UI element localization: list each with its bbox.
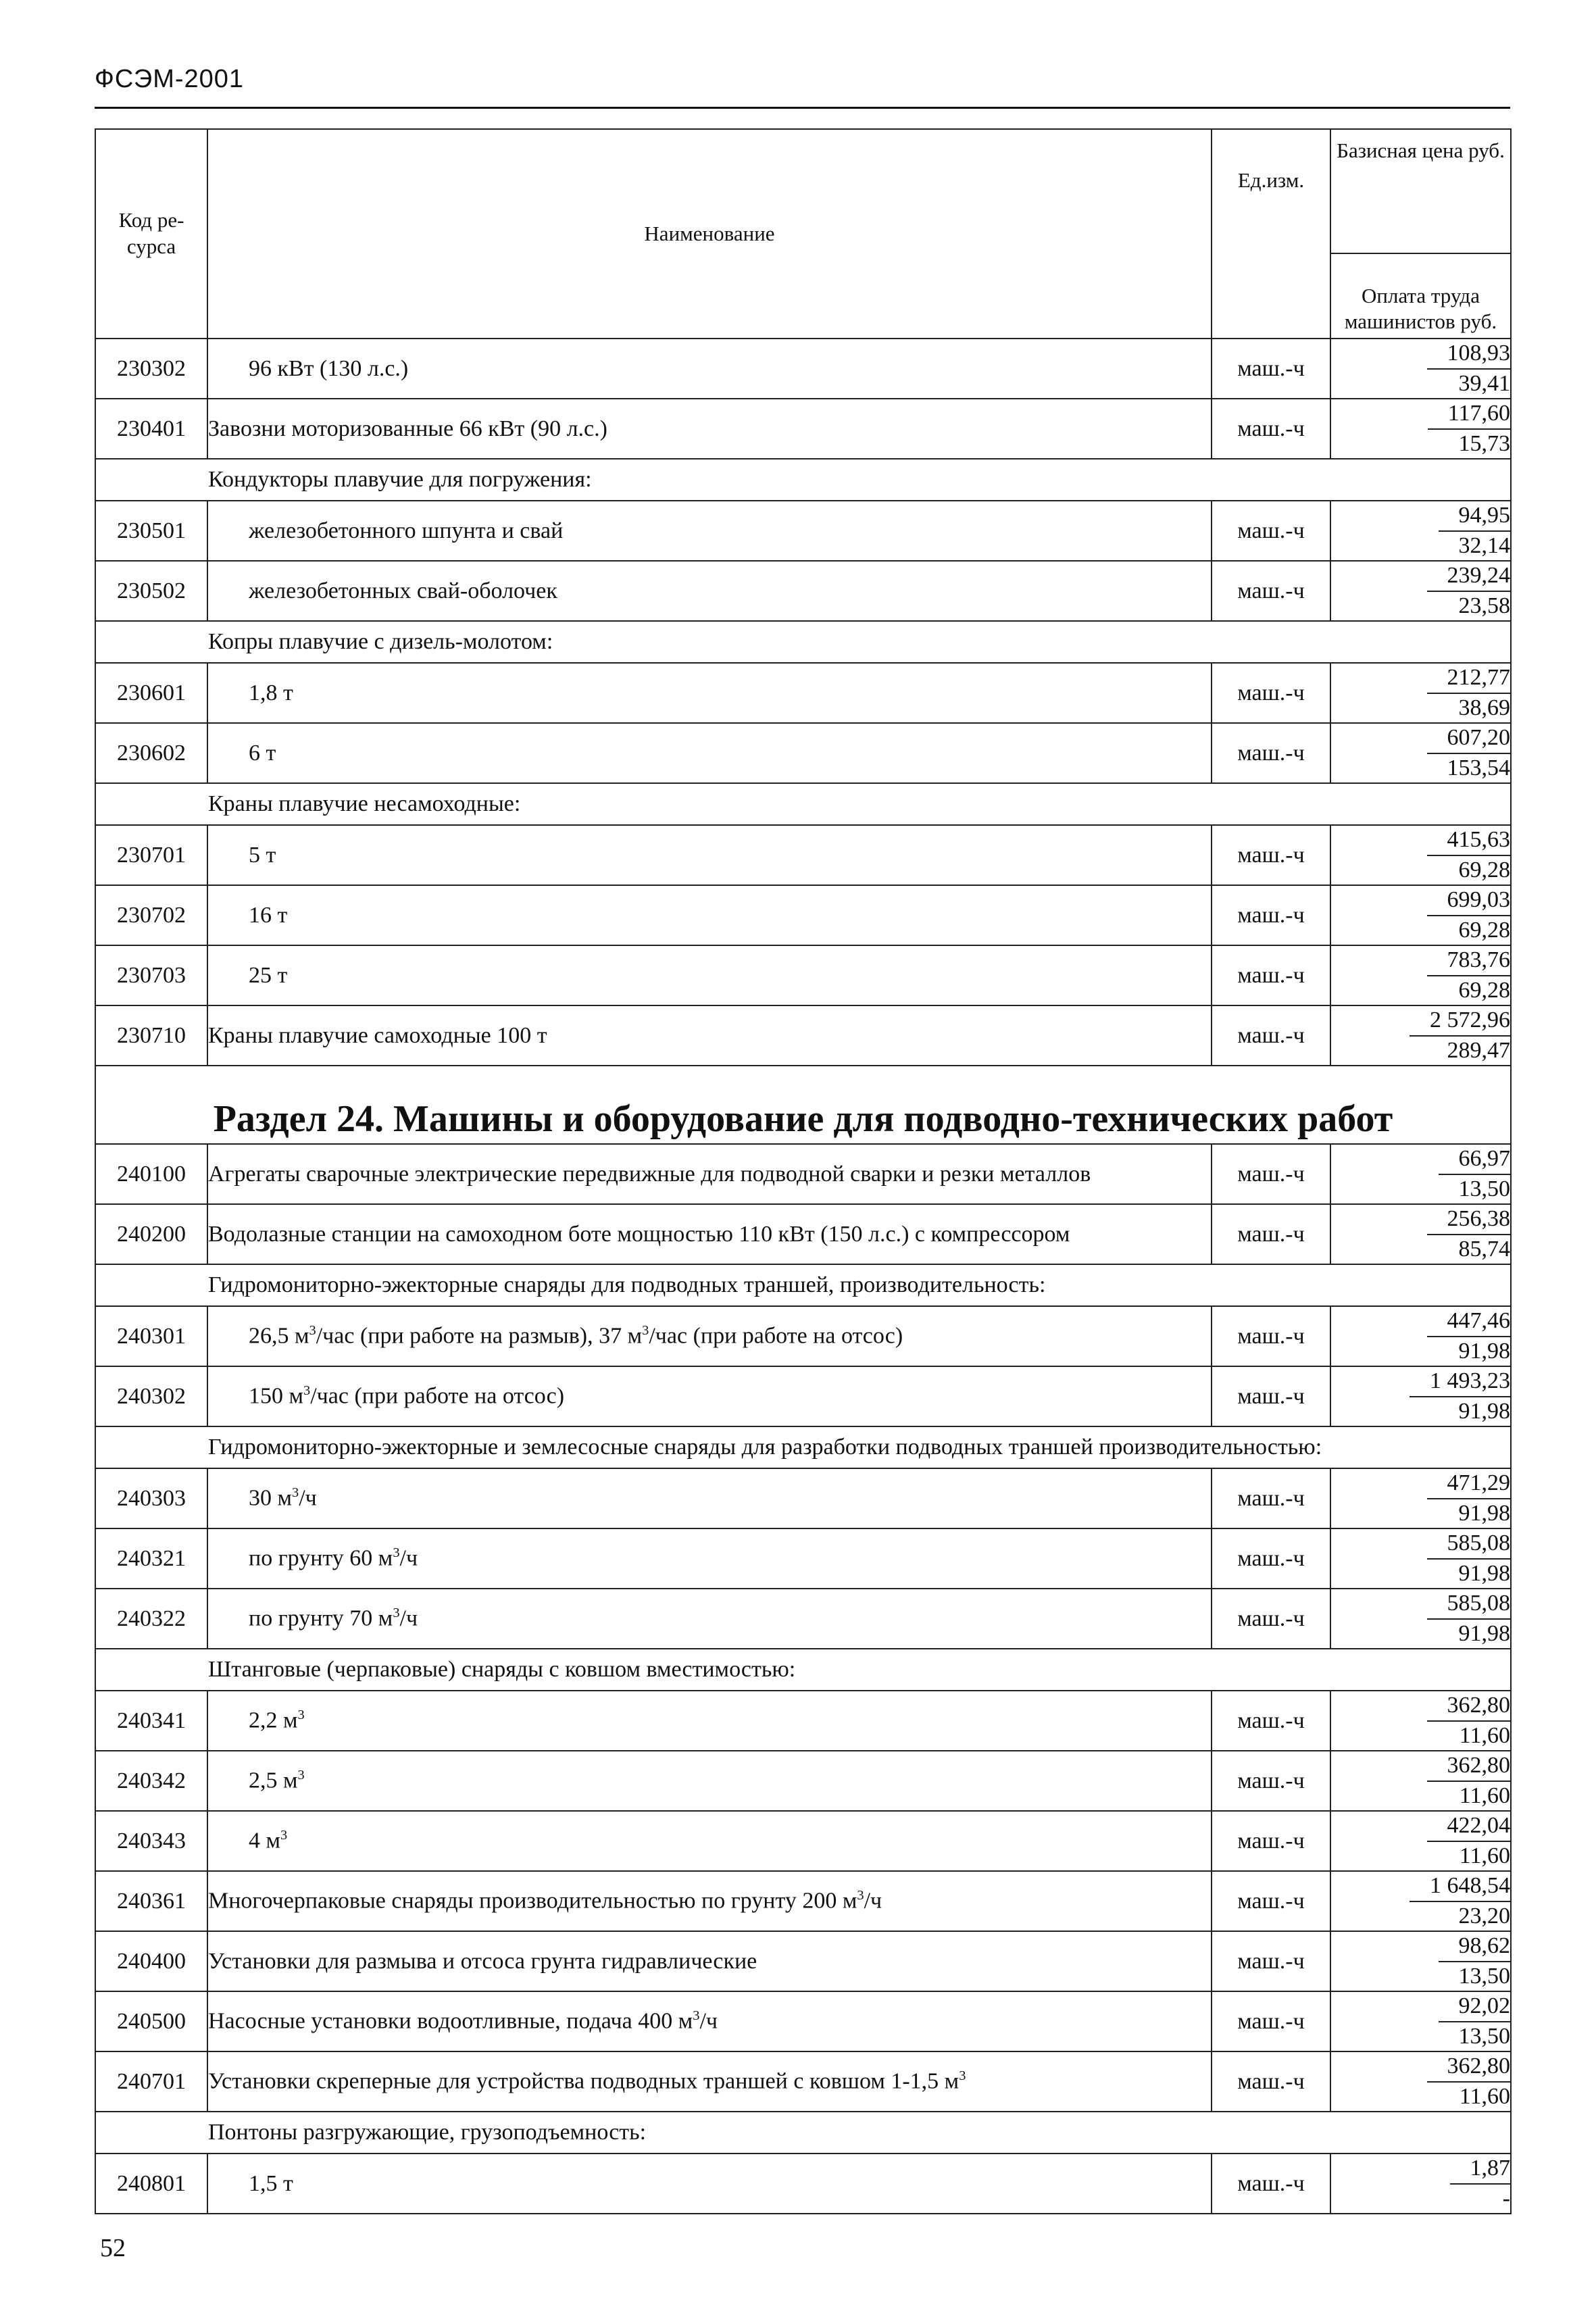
table-row <box>95 2051 1511 2112</box>
resource-name: 26,5 $м^3$/час (при работе на размыв), 37 $м^3$/час (при работе на отсос) <box>207 1306 1212 1366</box>
unit-of-measure: маш.-ч <box>1212 1871 1330 1931</box>
operator-wage: 11,60 <box>1459 1783 1510 1808</box>
table-row <box>95 825 1511 885</box>
table-header-row <box>95 129 1511 253</box>
resource-name: по грунту 60 $м^3/ч$ <box>207 1528 1212 1589</box>
price-cell <box>1330 1306 1511 1366</box>
resource-code: 240200 <box>95 1204 207 1264</box>
unit-of-measure: маш.-ч <box>1212 1528 1330 1589</box>
price-cell <box>1330 501 1511 561</box>
operator-wage: 91,98 <box>1458 1398 1510 1424</box>
price-cell <box>1330 1204 1511 1264</box>
price-cell <box>1330 339 1511 399</box>
resource-name: Завозни моторизованные 66 кВт (90 л.с.) <box>207 399 1212 459</box>
operator-wage: 38,69 <box>1458 695 1510 720</box>
operator-wage: 289,47 <box>1447 1037 1510 1063</box>
unit-of-measure: маш.-ч <box>1212 1751 1330 1811</box>
price-cell <box>1330 945 1511 1005</box>
unit-of-measure: маш.-ч <box>1212 1589 1330 1649</box>
table-row <box>95 2154 1511 2214</box>
resource-name: 1,5 т <box>207 2154 1212 2214</box>
resource-code: 230601 <box>95 663 207 723</box>
group-heading-row <box>95 621 1511 663</box>
resource-name: Водолазные станции на самоходном боте мощностью 110 кВт (150 л.с.) с компрессором <box>207 1204 1212 1264</box>
operator-wage: 11,60 <box>1459 2083 1510 2109</box>
unit-of-measure: маш.-ч <box>1212 1691 1330 1751</box>
group-heading-row <box>95 1426 1511 1468</box>
group-heading: Штанговые (черпаковые) снаряды с ковшом вместимостью: <box>95 1649 1511 1691</box>
operator-wage: 39,41 <box>1458 370 1510 396</box>
unit-of-measure: маш.-ч <box>1212 1005 1330 1066</box>
resource-code: 230703 <box>95 945 207 1005</box>
table-row <box>95 885 1511 945</box>
resource-code: 230701 <box>95 825 207 885</box>
price-cell <box>1330 825 1511 885</box>
price-cell <box>1330 1871 1511 1931</box>
resource-code: 230602 <box>95 723 207 783</box>
operator-wage: 11,60 <box>1459 1843 1510 1868</box>
resource-name: Насосные установки водоотливные, подача 400 $м^3/ч$ <box>207 1991 1212 2051</box>
table-row <box>95 1589 1511 1649</box>
base-price: 256,38 <box>1427 1205 1511 1235</box>
group-heading-row <box>95 459 1511 501</box>
table-row <box>95 1306 1511 1366</box>
group-heading-row <box>95 1649 1511 1691</box>
table-row <box>95 1811 1511 1871</box>
unit-of-measure: маш.-ч <box>1212 2154 1330 2214</box>
base-price: 98,62 <box>1439 1932 1511 1962</box>
price-cell <box>1330 1528 1511 1589</box>
resource-code: 240801 <box>95 2154 207 2214</box>
unit-of-measure: маш.-ч <box>1212 1468 1330 1528</box>
operator-wage: - <box>1502 2185 1510 2211</box>
base-price: 585,08 <box>1427 1529 1511 1560</box>
resource-name: Агрегаты сварочные электрические передвижные для подводной сварки и резки металлов <box>207 1144 1212 1204</box>
unit-of-measure: маш.-ч <box>1212 399 1330 459</box>
table-row <box>95 1366 1511 1426</box>
operator-wage: 15,73 <box>1458 430 1510 456</box>
operator-wage: 13,50 <box>1458 1963 1510 1989</box>
unit-of-measure: маш.-ч <box>1212 501 1330 561</box>
resource-code: 240343 <box>95 1811 207 1871</box>
table-row <box>95 1751 1511 1811</box>
unit-of-measure: маш.-ч <box>1212 825 1330 885</box>
resource-name: Многочерпаковые снаряды производительностью по грунту 200 $м^3/ч$ <box>207 1871 1212 1931</box>
base-price: 783,76 <box>1427 946 1511 976</box>
resource-code: 240322 <box>95 1589 207 1649</box>
table-row <box>95 1991 1511 2051</box>
unit-of-measure: маш.-ч <box>1212 1811 1330 1871</box>
document-title: ФСЭМ-2001 <box>95 65 245 93</box>
table-row <box>95 1204 1511 1264</box>
table-row <box>95 561 1511 621</box>
section-heading: Раздел 24. Машины и оборудование для подводно-технических работ <box>95 1066 1511 1144</box>
column-header-code: Код ре-сурса <box>95 129 207 339</box>
operator-wage: 69,28 <box>1458 857 1510 882</box>
group-heading: Гидромониторно-эжекторные и землесосные снаряды для разработки подводных траншей производительностью: <box>95 1426 1511 1468</box>
table-row <box>95 339 1511 399</box>
group-heading-row <box>95 783 1511 825</box>
base-price: 94,95 <box>1439 501 1511 532</box>
operator-wage: 69,28 <box>1458 977 1510 1003</box>
unit-of-measure: маш.-ч <box>1212 663 1330 723</box>
resource-code: 240302 <box>95 1366 207 1426</box>
resource-code: 230710 <box>95 1005 207 1066</box>
base-price: 447,46 <box>1427 1307 1511 1337</box>
group-heading: Понтоны разгружающие, грузоподъемность: <box>95 2112 1511 2154</box>
resource-code: 230702 <box>95 885 207 945</box>
table-row <box>95 399 1511 459</box>
price-cell <box>1330 1005 1511 1066</box>
resource-code: 240500 <box>95 1991 207 2051</box>
operator-wage: 91,98 <box>1458 1560 1510 1586</box>
unit-of-measure: маш.-ч <box>1212 945 1330 1005</box>
resource-name: Краны плавучие самоходные 100 т <box>207 1005 1212 1066</box>
base-price: 607,20 <box>1427 724 1511 754</box>
resource-table <box>95 128 1512 2214</box>
table-row <box>95 945 1511 1005</box>
resource-code: 230501 <box>95 501 207 561</box>
price-cell <box>1330 663 1511 723</box>
resource-code: 240361 <box>95 1871 207 1931</box>
base-price: 108,93 <box>1427 339 1511 370</box>
resource-code: 240303 <box>95 1468 207 1528</box>
unit-of-measure: маш.-ч <box>1212 1144 1330 1204</box>
group-heading-row <box>95 2112 1511 2154</box>
unit-of-measure: маш.-ч <box>1212 561 1330 621</box>
unit-of-measure: маш.-ч <box>1212 885 1330 945</box>
resource-code: 230502 <box>95 561 207 621</box>
base-price: 422,04 <box>1427 1812 1511 1842</box>
group-heading: Копры плавучие с дизель-молотом: <box>95 621 1511 663</box>
resource-name: по грунту 70 $м^3/ч$ <box>207 1589 1212 1649</box>
header-divider <box>95 107 1510 109</box>
unit-of-measure: маш.-ч <box>1212 2051 1330 2112</box>
operator-wage: 153,54 <box>1447 755 1510 780</box>
resource-name: 5 т <box>207 825 1212 885</box>
operator-wage: 13,50 <box>1458 2023 1510 2049</box>
resource-name: 6 т <box>207 723 1212 783</box>
column-header-name: Наименование <box>207 129 1212 339</box>
resource-name: 16 т <box>207 885 1212 945</box>
resource-name: 150 $м^3$/час (при работе на отсос) <box>207 1366 1212 1426</box>
resource-code: 240301 <box>95 1306 207 1366</box>
resource-code: 240321 <box>95 1528 207 1589</box>
unit-of-measure: маш.-ч <box>1212 1306 1330 1366</box>
base-price: 2 572,96 <box>1410 1006 1510 1037</box>
group-heading-row <box>95 1264 1511 1306</box>
operator-wage: 13,50 <box>1458 1176 1510 1201</box>
price-cell <box>1330 1468 1511 1528</box>
base-price: 239,24 <box>1427 562 1511 592</box>
price-cell <box>1330 561 1511 621</box>
resource-name: Установки для размыва и отсоса грунта гидравлические <box>207 1931 1212 1991</box>
base-price: 362,80 <box>1427 2052 1511 2083</box>
base-price: 362,80 <box>1427 1691 1511 1722</box>
table-row <box>95 1691 1511 1751</box>
table-row <box>95 663 1511 723</box>
table-row <box>95 1144 1511 1204</box>
resource-name: железобетонных свай-оболочек <box>207 561 1212 621</box>
base-price: 1 493,23 <box>1410 1367 1510 1397</box>
operator-wage: 91,98 <box>1458 1338 1510 1364</box>
resource-name: Установки скреперные для устройства подводных траншей с ковшом 1-1,5 $м^3$ <box>207 2051 1212 2112</box>
table-row <box>95 1871 1511 1931</box>
resource-name: 96 кВт (130 л.с.) <box>207 339 1212 399</box>
base-price: 1 648,54 <box>1410 1872 1510 1902</box>
base-price: 117,60 <box>1428 399 1510 430</box>
price-cell <box>1330 723 1511 783</box>
table-row <box>95 1005 1511 1066</box>
page-number: 52 <box>100 2234 126 2262</box>
group-heading: Кондукторы плавучие для погружения: <box>95 459 1511 501</box>
resource-name: 30 $м^3/ч$ <box>207 1468 1212 1528</box>
unit-of-measure: маш.-ч <box>1212 339 1330 399</box>
operator-wage: 23,20 <box>1458 1903 1510 1928</box>
base-price: 66,97 <box>1439 1145 1511 1175</box>
operator-wage: 91,98 <box>1458 1620 1510 1646</box>
operator-wage: 91,98 <box>1458 1500 1510 1526</box>
table-row <box>95 1528 1511 1589</box>
price-cell <box>1330 885 1511 945</box>
unit-of-measure: маш.-ч <box>1212 1931 1330 1991</box>
unit-of-measure: маш.-ч <box>1212 723 1330 783</box>
price-cell <box>1330 399 1511 459</box>
base-price: 92,02 <box>1439 1992 1511 2022</box>
base-price: 212,77 <box>1427 664 1511 694</box>
base-price: 362,80 <box>1427 1751 1511 1782</box>
price-cell <box>1330 1931 1511 1991</box>
table-row <box>95 1931 1511 1991</box>
price-cell <box>1330 1144 1511 1204</box>
table-row <box>95 501 1511 561</box>
operator-wage: 85,74 <box>1458 1236 1510 1262</box>
column-header-unit: Ед.изм. <box>1212 129 1330 339</box>
resource-name: 2,2 $м^3$ <box>207 1691 1212 1751</box>
price-cell <box>1330 2051 1511 2112</box>
table-row <box>95 1468 1511 1528</box>
column-header-base-price: Базисная цена руб. <box>1330 129 1511 253</box>
resource-name: 25 т <box>207 945 1212 1005</box>
resource-code: 240100 <box>95 1144 207 1204</box>
resource-name: 1,8 т <box>207 663 1212 723</box>
price-cell <box>1330 2154 1511 2214</box>
resource-code: 230401 <box>95 399 207 459</box>
resource-name: 2,5 $м^3$ <box>207 1751 1212 1811</box>
price-cell <box>1330 1751 1511 1811</box>
price-cell <box>1330 1991 1511 2051</box>
section-heading-row <box>95 1066 1511 1144</box>
price-cell <box>1330 1589 1511 1649</box>
operator-wage: 69,28 <box>1458 917 1510 943</box>
group-heading: Краны плавучие несамоходные: <box>95 783 1511 825</box>
unit-of-measure: маш.-ч <box>1212 1366 1330 1426</box>
base-price: 415,63 <box>1427 826 1511 856</box>
unit-of-measure: маш.-ч <box>1212 1204 1330 1264</box>
resource-code: 240701 <box>95 2051 207 2112</box>
column-header-operator-wage: Оплата труда машинистов руб. <box>1330 253 1511 339</box>
resource-name: 4 $м^3$ <box>207 1811 1212 1871</box>
price-cell <box>1330 1691 1511 1751</box>
unit-of-measure: маш.-ч <box>1212 1991 1330 2051</box>
base-price: 471,29 <box>1427 1469 1511 1499</box>
price-cell <box>1330 1811 1511 1871</box>
resource-code: 240342 <box>95 1751 207 1811</box>
resource-code: 230302 <box>95 339 207 399</box>
price-cell <box>1330 1366 1511 1426</box>
operator-wage: 11,60 <box>1459 1722 1510 1748</box>
base-price: 699,03 <box>1427 886 1511 916</box>
operator-wage: 32,14 <box>1458 532 1510 558</box>
resource-code: 240400 <box>95 1931 207 1991</box>
base-price: 1,87 <box>1450 2154 1511 2185</box>
operator-wage: 23,58 <box>1458 593 1510 618</box>
resource-name: железобетонного шпунта и свай <box>207 501 1212 561</box>
resource-code: 240341 <box>95 1691 207 1751</box>
base-price: 585,08 <box>1427 1589 1511 1620</box>
group-heading: Гидромониторно-эжекторные снаряды для подводных траншей, производительность: <box>95 1264 1511 1306</box>
table-row <box>95 723 1511 783</box>
